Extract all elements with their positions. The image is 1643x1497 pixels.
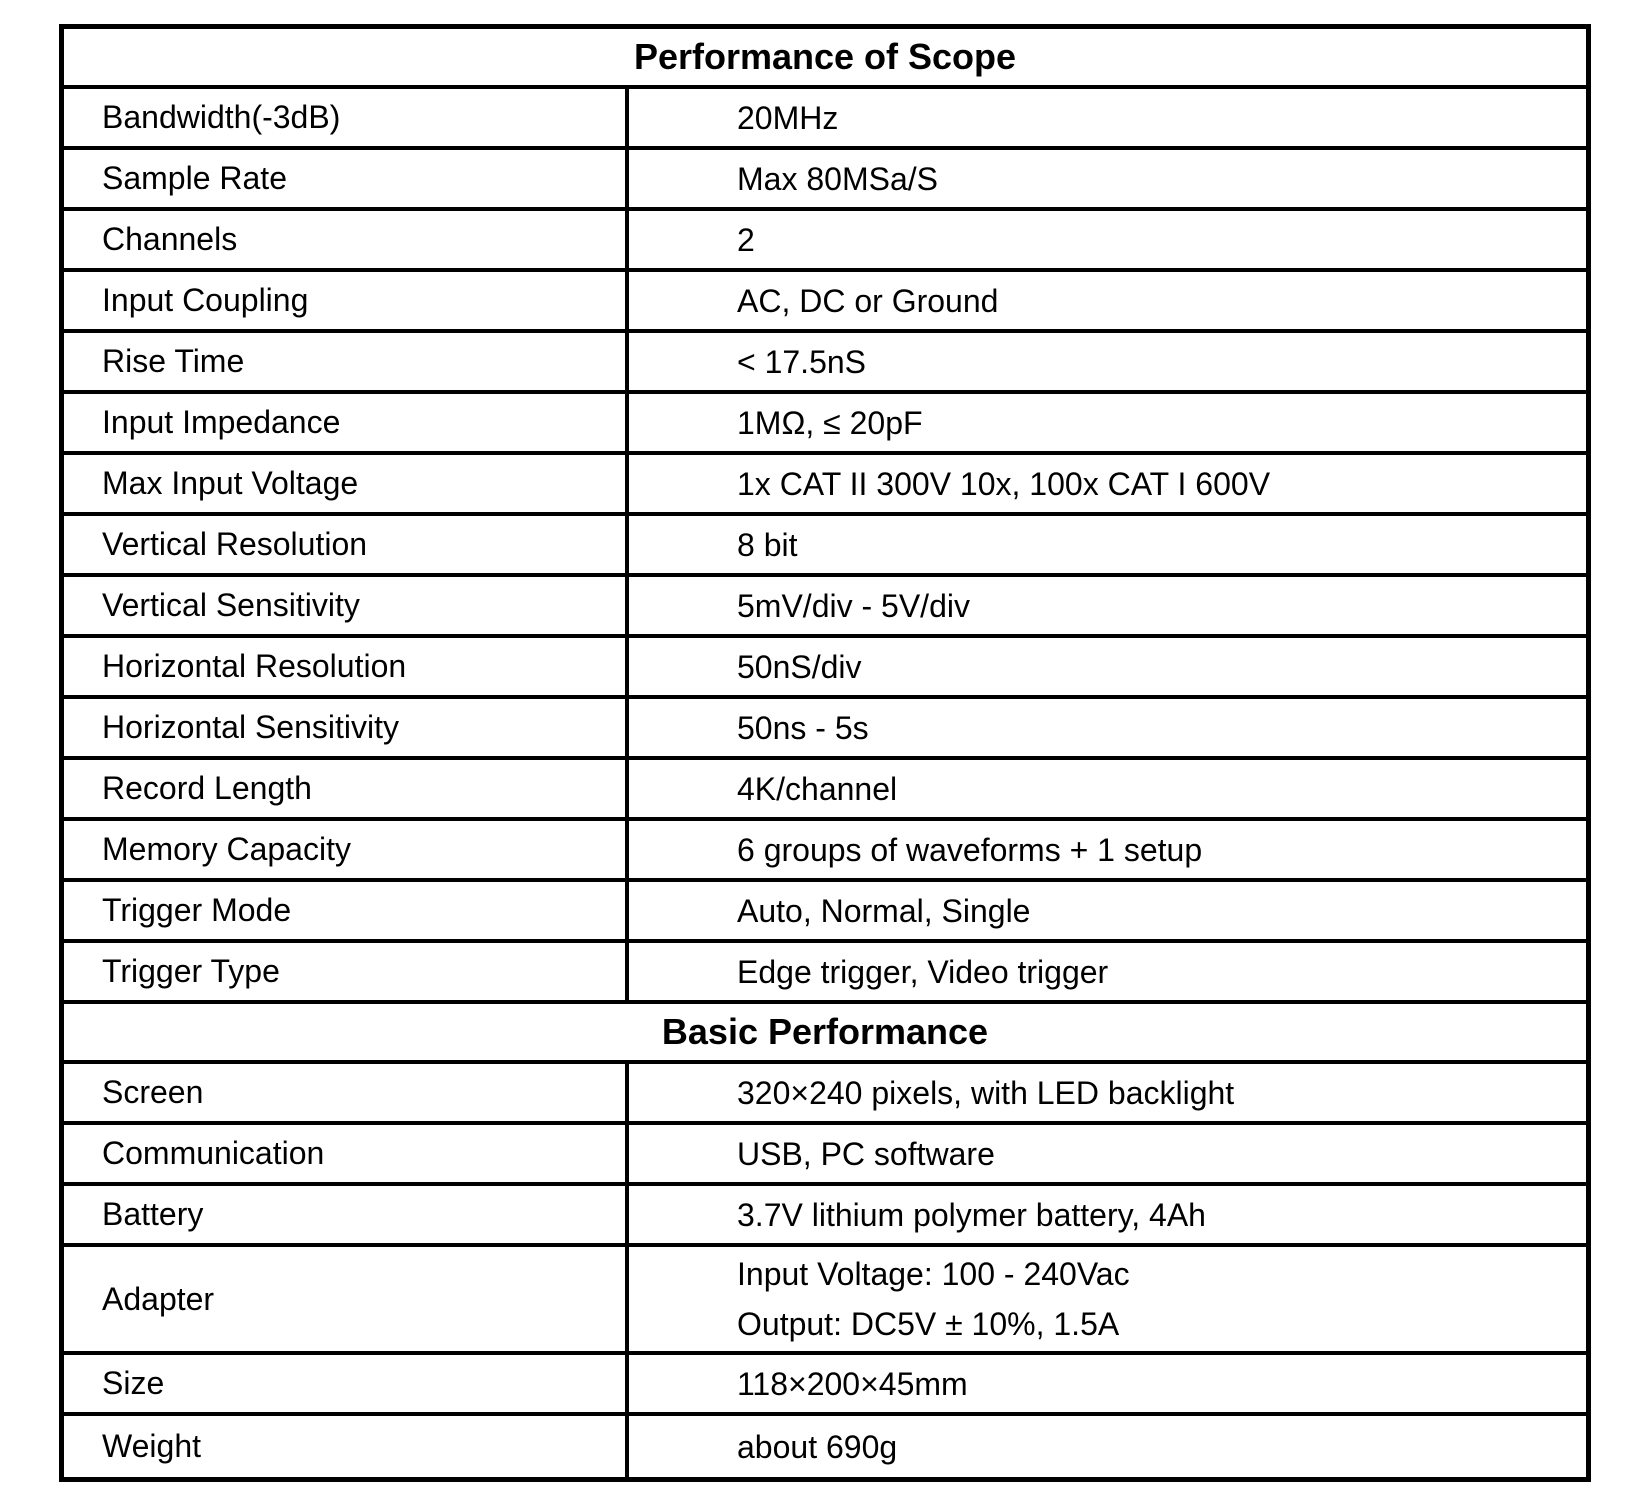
spec-value-line: USB, PC software <box>737 1135 995 1172</box>
section-header-scope <box>64 29 1586 89</box>
spec-value <box>629 1186 1586 1243</box>
table-row <box>64 1064 1586 1125</box>
spec-value-line: 20MHz <box>737 99 839 136</box>
spec-label: Weight <box>64 1416 629 1477</box>
table-row <box>64 333 1586 394</box>
table-row <box>64 272 1586 333</box>
spec-value <box>629 1125 1586 1182</box>
spec-label: Max Input Voltage <box>64 455 629 512</box>
spec-value-line: 6 groups of waveforms + 1 setup <box>737 831 1203 868</box>
spec-value-line: 1MΩ, ≤ 20pF <box>737 404 923 441</box>
spec-value-line: 50nS/div <box>737 648 862 685</box>
spec-value <box>629 882 1586 939</box>
table-row <box>64 577 1586 638</box>
spec-value-line: 118×200×45mm <box>737 1365 968 1402</box>
spec-value-line: 1x CAT II 300V 10x, 100x CAT I 600V <box>737 465 1271 502</box>
table-row <box>64 394 1586 455</box>
spec-label: Size <box>64 1355 629 1412</box>
spec-value-line: 4K/channel <box>737 770 898 807</box>
spec-label: Input Coupling <box>64 272 629 329</box>
table-row <box>64 943 1586 1004</box>
spec-value-line: Max 80MSa/S <box>737 160 938 197</box>
table-row <box>64 882 1586 943</box>
spec-value <box>629 699 1586 756</box>
spec-label: Channels <box>64 211 629 268</box>
spec-value-line: about 690g <box>737 1428 898 1465</box>
spec-value <box>629 638 1586 695</box>
spec-value-line: Input Voltage: 100 - 240Vac <box>737 1256 1130 1292</box>
spec-value <box>629 760 1586 817</box>
spec-value <box>629 1355 1586 1412</box>
spec-label: Sample Rate <box>64 150 629 207</box>
table-row <box>64 638 1586 699</box>
spec-label: Adapter <box>64 1247 629 1351</box>
spec-label: Horizontal Sensitivity <box>64 699 629 756</box>
table-row <box>64 699 1586 760</box>
spec-value-line: 3.7V lithium polymer battery, 4Ah <box>737 1196 1206 1233</box>
table-row <box>64 821 1586 882</box>
spec-label: Screen <box>64 1064 629 1121</box>
spec-label: Horizontal Resolution <box>64 638 629 695</box>
table-row <box>64 455 1586 516</box>
spec-value-line: 8 bit <box>737 526 798 563</box>
spec-value-line: 320×240 pixels, with LED backlight <box>737 1074 1235 1111</box>
spec-value <box>629 89 1586 146</box>
spec-value <box>629 821 1586 878</box>
spec-value-line: < 17.5nS <box>737 343 866 380</box>
table-row <box>64 516 1586 577</box>
spec-label: Trigger Mode <box>64 882 629 939</box>
section-title: Performance of Scope <box>633 36 1017 77</box>
section-title: Basic Performance <box>661 1011 989 1052</box>
spec-value-line: Auto, Normal, Single <box>737 892 1031 929</box>
spec-value <box>629 1247 1586 1351</box>
table-row <box>64 1186 1586 1247</box>
spec-value-line: 2 <box>737 221 755 258</box>
spec-value-line: 50ns - 5s <box>737 709 869 746</box>
spec-label: Rise Time <box>64 333 629 390</box>
table-row <box>64 150 1586 211</box>
table-row <box>64 1355 1586 1416</box>
spec-value-line: 5mV/div - 5V/div <box>737 587 970 624</box>
spec-label: Input Impedance <box>64 394 629 451</box>
spec-table <box>59 24 1591 1482</box>
spec-label: Record Length <box>64 760 629 817</box>
table-row <box>64 89 1586 150</box>
table-row <box>64 760 1586 821</box>
table-row <box>64 1247 1586 1355</box>
spec-label: Vertical Resolution <box>64 516 629 573</box>
section-header-basic <box>64 1004 1586 1064</box>
spec-value-line: AC, DC or Ground <box>737 282 999 319</box>
spec-value <box>629 272 1586 329</box>
table-row <box>64 1125 1586 1186</box>
spec-label: Vertical Sensitivity <box>64 577 629 634</box>
spec-value <box>629 1416 1586 1477</box>
spec-value <box>629 394 1586 451</box>
spec-value <box>629 1064 1586 1121</box>
spec-value <box>629 333 1586 390</box>
spec-value <box>629 577 1586 634</box>
spec-label: Memory Capacity <box>64 821 629 878</box>
spec-label: Battery <box>64 1186 629 1243</box>
spec-value <box>629 150 1586 207</box>
spec-value-line: Edge trigger, Video trigger <box>737 953 1109 990</box>
spec-value <box>629 211 1586 268</box>
spec-label: Trigger Type <box>64 943 629 1000</box>
table-row <box>64 1416 1586 1477</box>
spec-value <box>629 455 1586 512</box>
spec-value <box>629 943 1586 1000</box>
spec-value <box>629 516 1586 573</box>
spec-label: Bandwidth(-3dB) <box>64 89 629 146</box>
spec-value-line: Output: DC5V ± 10%, 1.5A <box>737 1306 1120 1342</box>
spec-label: Communication <box>64 1125 629 1182</box>
table-row <box>64 211 1586 272</box>
